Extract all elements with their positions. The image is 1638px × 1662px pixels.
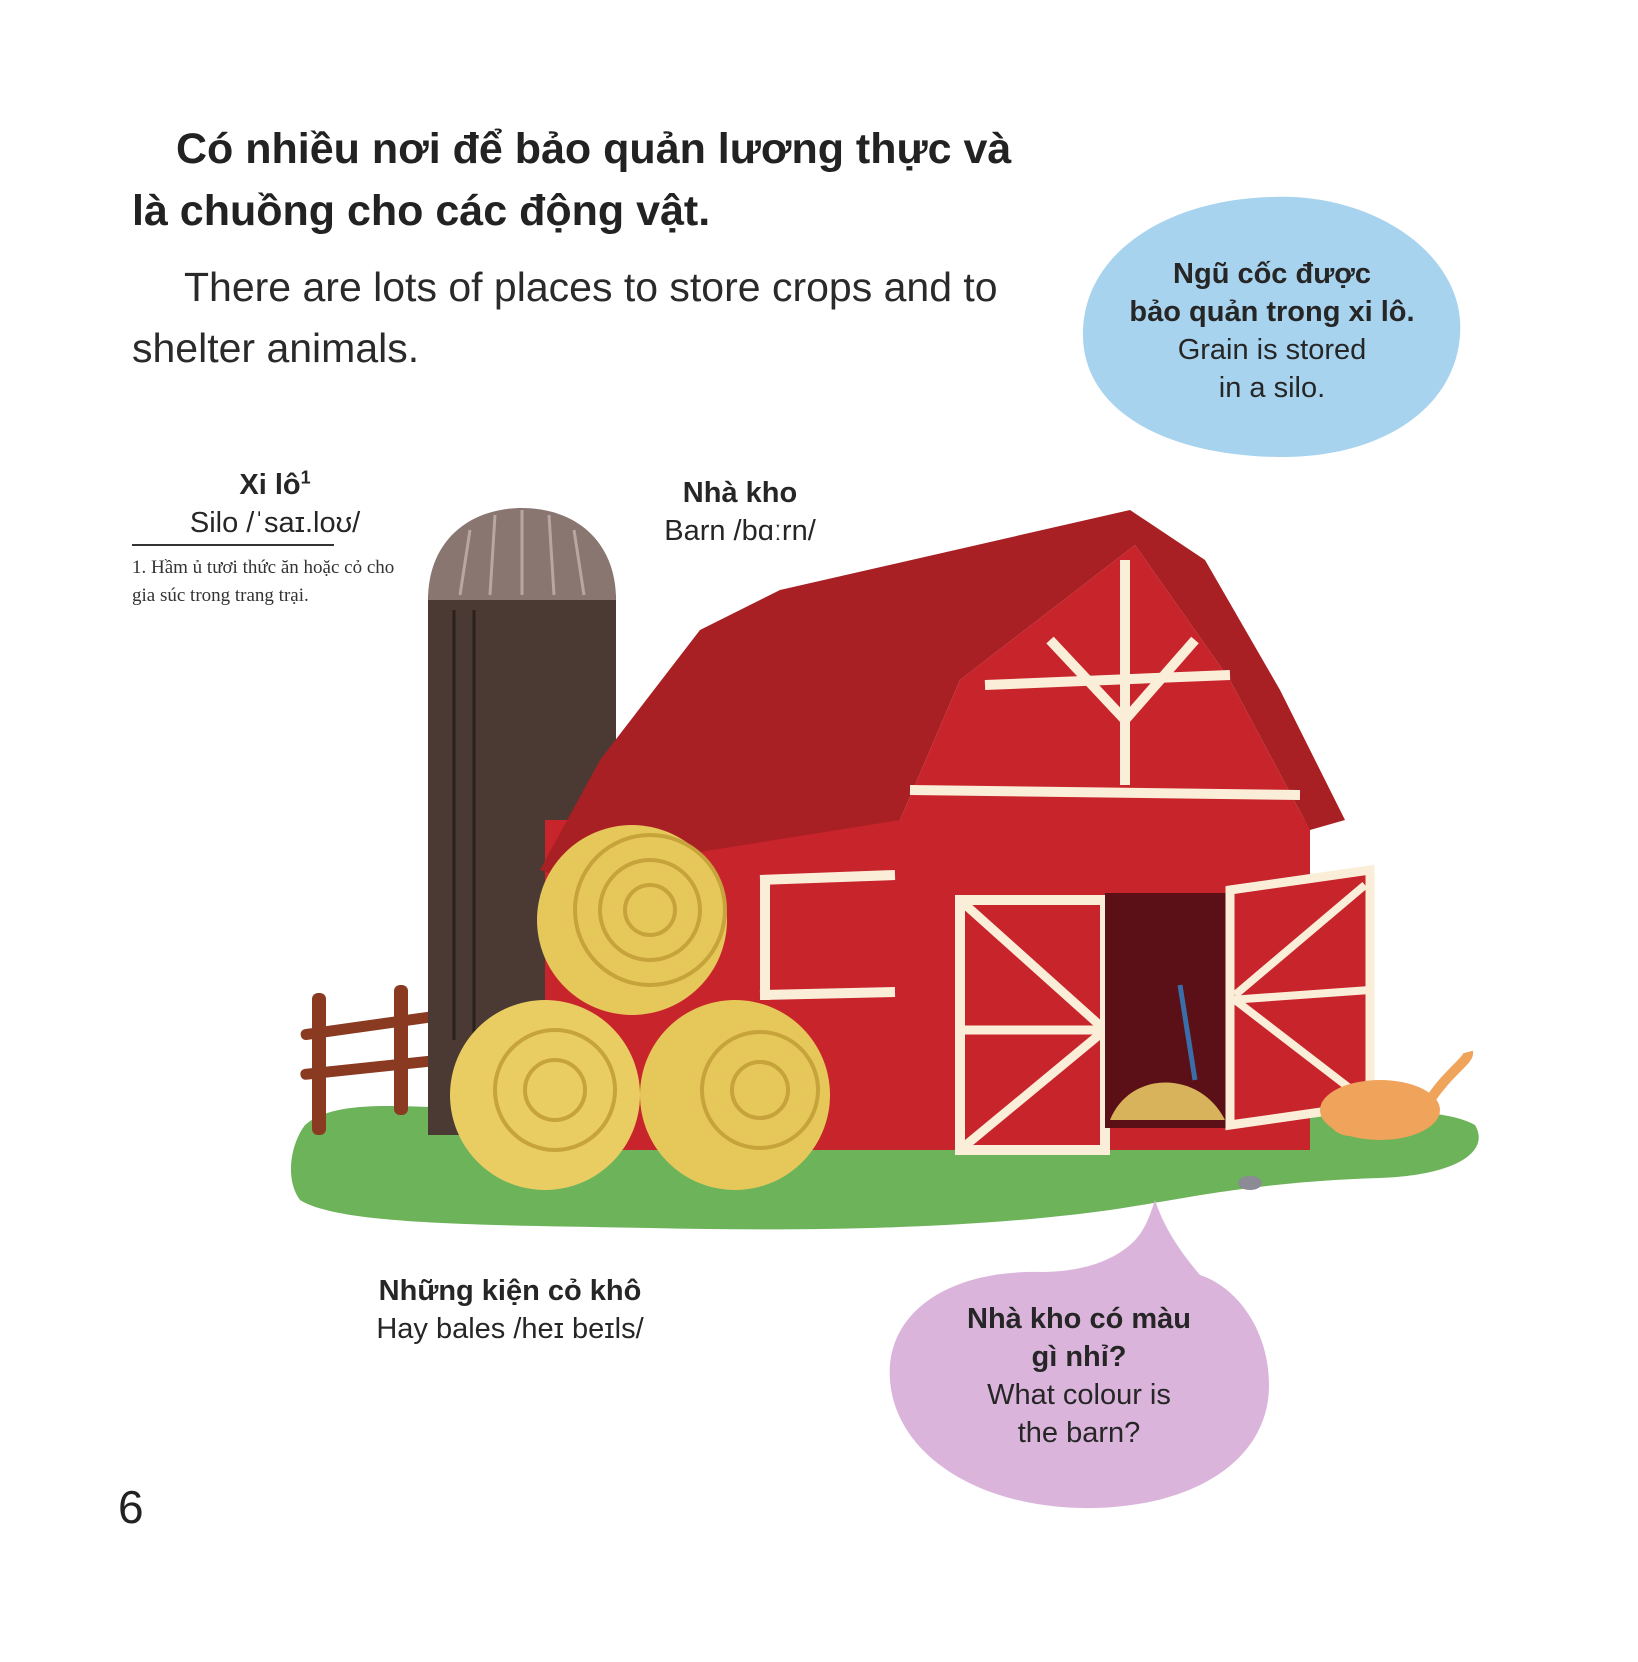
barn-question-text	[890, 1300, 1268, 1452]
barn-question-vi-line2: gì nhỉ?	[1031, 1341, 1127, 1373]
silo-fact-vi-line2: bảo quản trong xi lô.	[1129, 296, 1415, 328]
footnote-marker: 1	[300, 467, 311, 488]
barn-question-vi-line1: Nhà kho có màu	[967, 1303, 1191, 1335]
silo-fact-text	[1083, 255, 1461, 407]
barn-label	[620, 474, 860, 550]
footnote-divider	[132, 544, 334, 546]
heading-english: There are lots of places to store crops and to shelter animals.	[132, 264, 998, 371]
hay-bales-label	[335, 1272, 685, 1348]
barn-question-en-line1: What colour is	[987, 1379, 1171, 1411]
footnote: 1. Hầm ủ tươi thức ăn hoặc cỏ cho gia súc trong trang trại.	[132, 557, 395, 606]
silo-fact-bubble	[1083, 197, 1461, 459]
silo-fact-en-line2: in a silo.	[1218, 372, 1326, 404]
silo-label	[160, 466, 390, 542]
barn-question-bubble	[890, 1185, 1268, 1508]
silo-label-vi: Xi $lô^1$	[239, 467, 311, 501]
hay-label-vi: Những kiện cỏ khô	[378, 1275, 642, 1307]
heading-vietnamese: Có nhiều nơi để bảo quản lương thực và là chuồng cho các động vật.	[132, 125, 1012, 235]
silo-label-en: Silo /ˈsaɪ.loʊ/	[189, 507, 361, 539]
barn-label-en: Barn /bɑːrn/	[664, 515, 816, 547]
barn-question-en-line2: the barn?	[1017, 1417, 1141, 1449]
silo-fact-en-line1: Grain is stored	[1177, 334, 1367, 366]
silo-fact-vi-line1: Ngũ cốc được	[1173, 258, 1371, 290]
hay-label-en: Hay bales /heɪ beɪls/	[376, 1313, 644, 1345]
page-number: 6	[118, 1481, 144, 1533]
barn-label-vi: Nhà kho	[682, 477, 798, 509]
